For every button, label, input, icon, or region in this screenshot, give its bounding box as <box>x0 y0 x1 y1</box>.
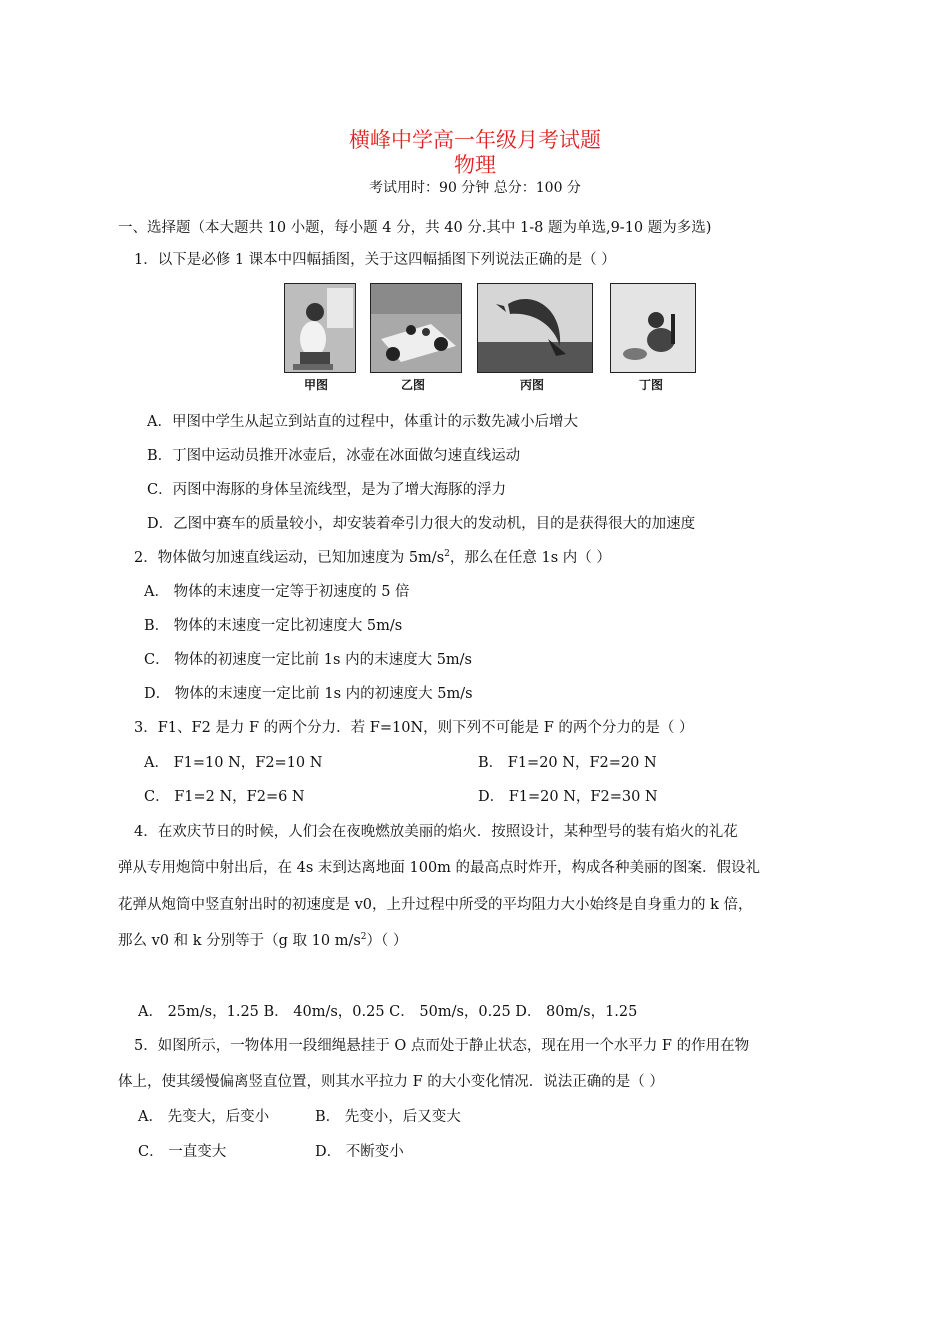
figure-caption-bing: 丙图 <box>520 378 545 392</box>
question-4-line-3: 花弹从炮筒中竖直射出时的初速度是 v0，上升过程中所受的平均阻力大小始终是自身重力的 k 倍， <box>118 897 753 913</box>
question-5-option-c: C． 一直变大 <box>138 1144 227 1160</box>
question-5-option-d: D． 不断变小 <box>315 1144 404 1160</box>
question-4-options: A． 25m/s，1.25 B． 40m/s，0.25 C． 50m/s，0.25 D． 80m/s，1.25 <box>138 1004 638 1020</box>
question-4-line-1: 4．在欢庆节日的时候，人们会在夜晚燃放美丽的焰火．按照设计，某种型号的装有焰火的礼花 <box>134 824 738 840</box>
question-2-option-b: B． 物体的末速度一定比初速度大 5m/s <box>144 618 403 634</box>
question-5-option-a: A． 先变大，后变小 <box>138 1109 270 1125</box>
q4-last-b: ）（ ） <box>366 933 408 949</box>
figure-yi <box>370 283 462 373</box>
section-heading: 一、选择题（本大题共 10 小题，每小题 4 分，共 40 分.其中 1-8 题为单选,9-10 题为多选) <box>118 220 712 236</box>
question-2-option-a: A． 物体的末速度一定等于初速度的 5 倍 <box>144 584 410 600</box>
figure-jia <box>284 283 356 373</box>
figure-ding <box>610 283 696 373</box>
q2-stem-a: 2．物体做匀加速直线运动，已知加速度为 5m/s <box>134 550 445 566</box>
figure-caption-ding: 丁图 <box>639 378 664 392</box>
question-3-option-d: D． F1=20 N，F2=30 N <box>478 789 658 805</box>
question-1-stem: 1．以下是必修 1 课本中四幅插图，关于这四幅插图下列说法正确的是（ ） <box>134 252 616 268</box>
question-3-option-b: B． F1=20 N，F2=20 N <box>478 755 657 771</box>
question-5-line-2: 体上，使其缓慢偏离竖直位置，则其水平拉力 F 的大小变化情况．说法正确的是（ ） <box>118 1074 664 1090</box>
figure-bing <box>477 283 593 373</box>
q2-stem-sup: 2 <box>444 549 450 560</box>
question-1-option-a: A．甲图中学生从起立到站直的过程中，体重计的示数先减小后增大 <box>147 414 578 430</box>
question-5-line-1: 5．如图所示，一物体用一段细绳悬挂于 O 点而处于静止状态，现在用一个水平力 F 的作用在物 <box>134 1038 750 1054</box>
question-2-stem <box>134 546 611 567</box>
exam-info: 考试用时：90 分钟 总分：100 分 <box>369 180 581 196</box>
question-1-option-b: B．丁图中运动员推开冰壶后，冰壶在冰面做匀速直线运动 <box>147 448 521 464</box>
question-1-option-d: D．乙图中赛车的质量较小，却安装着牵引力很大的发动机，目的是获得很大的加速度 <box>147 516 696 532</box>
question-1-option-c: C．丙图中海豚的身体呈流线型，是为了增大海豚的浮力 <box>147 482 507 498</box>
question-2-option-d: D． 物体的末速度一定比前 1s 内的初速度大 5m/s <box>144 686 473 702</box>
question-3-option-c: C． F1=2 N，F2=6 N <box>144 789 305 805</box>
question-4-line-2: 弹从专用炮筒中射出后，在 4s 末到达离地面 100m 的最高点时炸开，构成各种美丽的图案．假设礼 <box>118 860 761 876</box>
figure-caption-yi: 乙图 <box>401 378 426 392</box>
figure-caption-jia: 甲图 <box>304 378 329 392</box>
question-3-stem: 3．F1、F2 是力 F 的两个分力．若 F=10N，则下列不可能是 F 的两个分力的是（ ） <box>134 720 694 736</box>
question-2-option-c: C． 物体的初速度一定比前 1s 内的末速度大 5m/s <box>144 652 472 668</box>
q4-last-a: 那么 v0 和 k 分别等于（g 取 10 m/s <box>118 933 361 949</box>
question-3-option-a: A． F1=10 N，F2=10 N <box>144 755 323 771</box>
q4-last-sup: 2 <box>360 932 367 943</box>
question-4-line-4 <box>118 929 407 950</box>
question-5-option-b: B． 先变小，后又变大 <box>315 1109 461 1125</box>
exam-title: 横峰中学高一年级月考试题 <box>349 128 601 152</box>
q2-stem-b: ，那么在任意 1s 内（ ） <box>449 550 611 566</box>
subject-title: 物理 <box>454 153 496 177</box>
